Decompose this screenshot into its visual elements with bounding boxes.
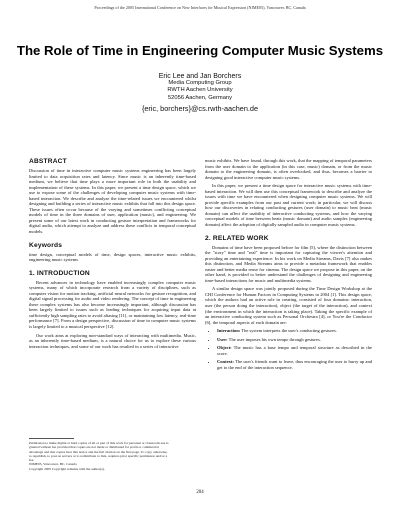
page-number: 204 bbox=[196, 490, 204, 495]
proceedings-header: Proceedings of the 2005 International Conference on New Interfaces for Musical Expression (NIME05), Vancouver, BC, Canada bbox=[94, 5, 306, 10]
author-city: 52056 Aachen, Germany bbox=[167, 94, 233, 101]
list-item bbox=[217, 359, 372, 370]
author-group: Media Computing Group bbox=[168, 80, 232, 87]
introduction-paragraph-1: Recent advances in technology have enabled increasingly complex computer music systems, many of which incorporate research from a variety of disciplines, such as computer vision for motion tracking, artificial neural networks for gesture recognition, and digital signal processing for audio and video rendering. The concept of time in engineering these complex systems has also become increasingly important, although discussion has been largely limited to issues such as leading techniques for acquiring input data at sufficiently high sampling rates to avoid aliasing [11], or maintaining low latency, real-time performance [7]. From a design perspective, discussion of time in computer music systems is largely limited to a musical perspective [12]. bbox=[29, 279, 196, 330]
author-names: Eric Lee and Jan Borchers bbox=[158, 73, 242, 80]
introduction-paragraph-2: Our work aims at exploring non-standard ways of interacting with multimedia. Music, as an inherently time-based medium, is a natural choice for us to explore these various interaction techniques, and some of our work has resulted in a series of interactive bbox=[29, 332, 196, 349]
list-item-text: The user imposes his own tempo through gestures. bbox=[228, 336, 321, 342]
abstract-text: Discussion of time in interactive computer music systems engineering has been largely limited to data acquisition rates and latency. Since music is an inherently time-based medium, we believe that time plays a more important role in both the usability and implementation of these systems. In this paper, we present a time design space, which we use to expose some of the challenges of developing computer music systems with time-based interaction. We describe and analyze the time-related issues we encountered whilst designing and building a series of interactive music exhibits that fall into this design space. These issues often occur because of the varying and sometimes conflicting conceptual models of time in the three domains of user, application (music), and engineering. We present some of our latest work in conducting gesture interpretation and frameworks for digital audio, which attempt to analyze and address these conflicts in temporal conceptual models. bbox=[29, 168, 196, 235]
intro-continued-paragraph-2: In this paper, we present a time design space for interactive music systems with time-based interaction. We will then use this conceptual framework to describe and analyze the issues with time we have encountered when designing computer music systems. We will provide specific examples from our past and current work; in particular, we will discuss how our discoveries in relating conducting gestures (user domain) to music beat (music domain) can affect the usability of interactive conducting systems, and how the varying conceptual models of time between beats (music domain) and audio samples (engineering domain) affect the adoption of digitally sampled audio in computer music systems. bbox=[205, 183, 372, 228]
introduction-heading: 1. INTRODUCTION bbox=[29, 269, 90, 277]
footnote-copyright: Copyright 2005 Copyright remains with the author(s). bbox=[29, 466, 105, 471]
list-item-term: User: bbox=[217, 336, 228, 342]
list-item-term: Interaction: bbox=[217, 328, 241, 334]
list-item-text: The system interprets the user's conducting gestures. bbox=[241, 328, 337, 334]
left-column bbox=[29, 158, 196, 352]
list-item bbox=[217, 345, 372, 356]
list-item bbox=[217, 337, 372, 343]
list-item-term: Object: bbox=[217, 345, 232, 351]
right-column bbox=[205, 158, 372, 374]
list-item-text: The music has a base tempo and temporal structure as described in the score. bbox=[217, 345, 372, 356]
related-work-paragraph-1: Domains of time have been proposed before for film [5], where the distinction between the "story" time and "real" time is important for capturing the viewer's attention and providing an entertaining experience. In his work on Media Streams, Davis [7] also makes this distinction, and Media Streams aims to provide a metadata framework that enables easier and better media reuse for cinema. The design space we propose in this paper, on the other hand, is provided to better understand the challenges of designing and engineering time-based interactions for music and multimedia systems. bbox=[205, 244, 372, 283]
list-item-text: The user's friends want to leave, thus encouraging the user to hurry up and get to the end of the interaction sequence. bbox=[217, 359, 372, 370]
related-work-heading: 2. RELATED WORK bbox=[205, 234, 269, 242]
author-email: {eric, borchers}@cs.rwth-aachen.de bbox=[141, 103, 259, 113]
keywords-text: time design, conceptual models of time, design spaces, interactive music exhibits, engineering music systems bbox=[29, 251, 196, 263]
author-institution: RWTH Aachen University bbox=[167, 87, 233, 94]
list-item-term: Context: bbox=[217, 359, 234, 365]
list-item bbox=[217, 328, 372, 334]
intro-continued-paragraph-1: music exhibits. We have found, through this work, that the mapping of temporal parameters from the user domain to the application (in this case, music) domain, or from the music domain to the engineering domain, is often overlooked, and thus, becomes a barrier to designing good interactive computer music systems. bbox=[205, 158, 372, 180]
paper-title: The Role of Time in Engineering Computer Music Systems bbox=[16, 43, 384, 58]
related-work-paragraph-2: A similar design space was jointly proposed during the Time Design Workshop at the CHI Conference for Human Factors in Computing Systems in 2004 [1]. This design space, which the authors had an active role in creating, consisted of four domains: interaction, user (the person doing the interaction), object (the target of the interaction), and context (the environment in which the interaction is taking place). Taking the specific example of an interactive conducting system such as Personal Orchestra [4], or You're the Conductor [6], the temporal aspects of each domain are: bbox=[205, 286, 372, 325]
abstract-heading: ABSTRACT bbox=[29, 158, 67, 165]
footnote-permission: Permission to make digital or hard copies of all or part of this work for personal or classroom use is granted without fee provided that copies are not made or distributed for profit or commercial advantage and that copies bear this notice and the full citation on the first page. To copy otherwise, to republish, to post on servers or to redistribute to lists, requires prior specific permission and/or a fee. bbox=[29, 441, 169, 463]
footnote-venue: NIME05, Vancouver, BC, Canada bbox=[29, 462, 77, 467]
keywords-heading: Keywords bbox=[29, 241, 63, 249]
author-block bbox=[0, 73, 400, 112]
footnote-rule bbox=[29, 438, 74, 439]
temporal-aspects-list bbox=[205, 328, 372, 370]
copyright-footnote bbox=[29, 438, 169, 471]
